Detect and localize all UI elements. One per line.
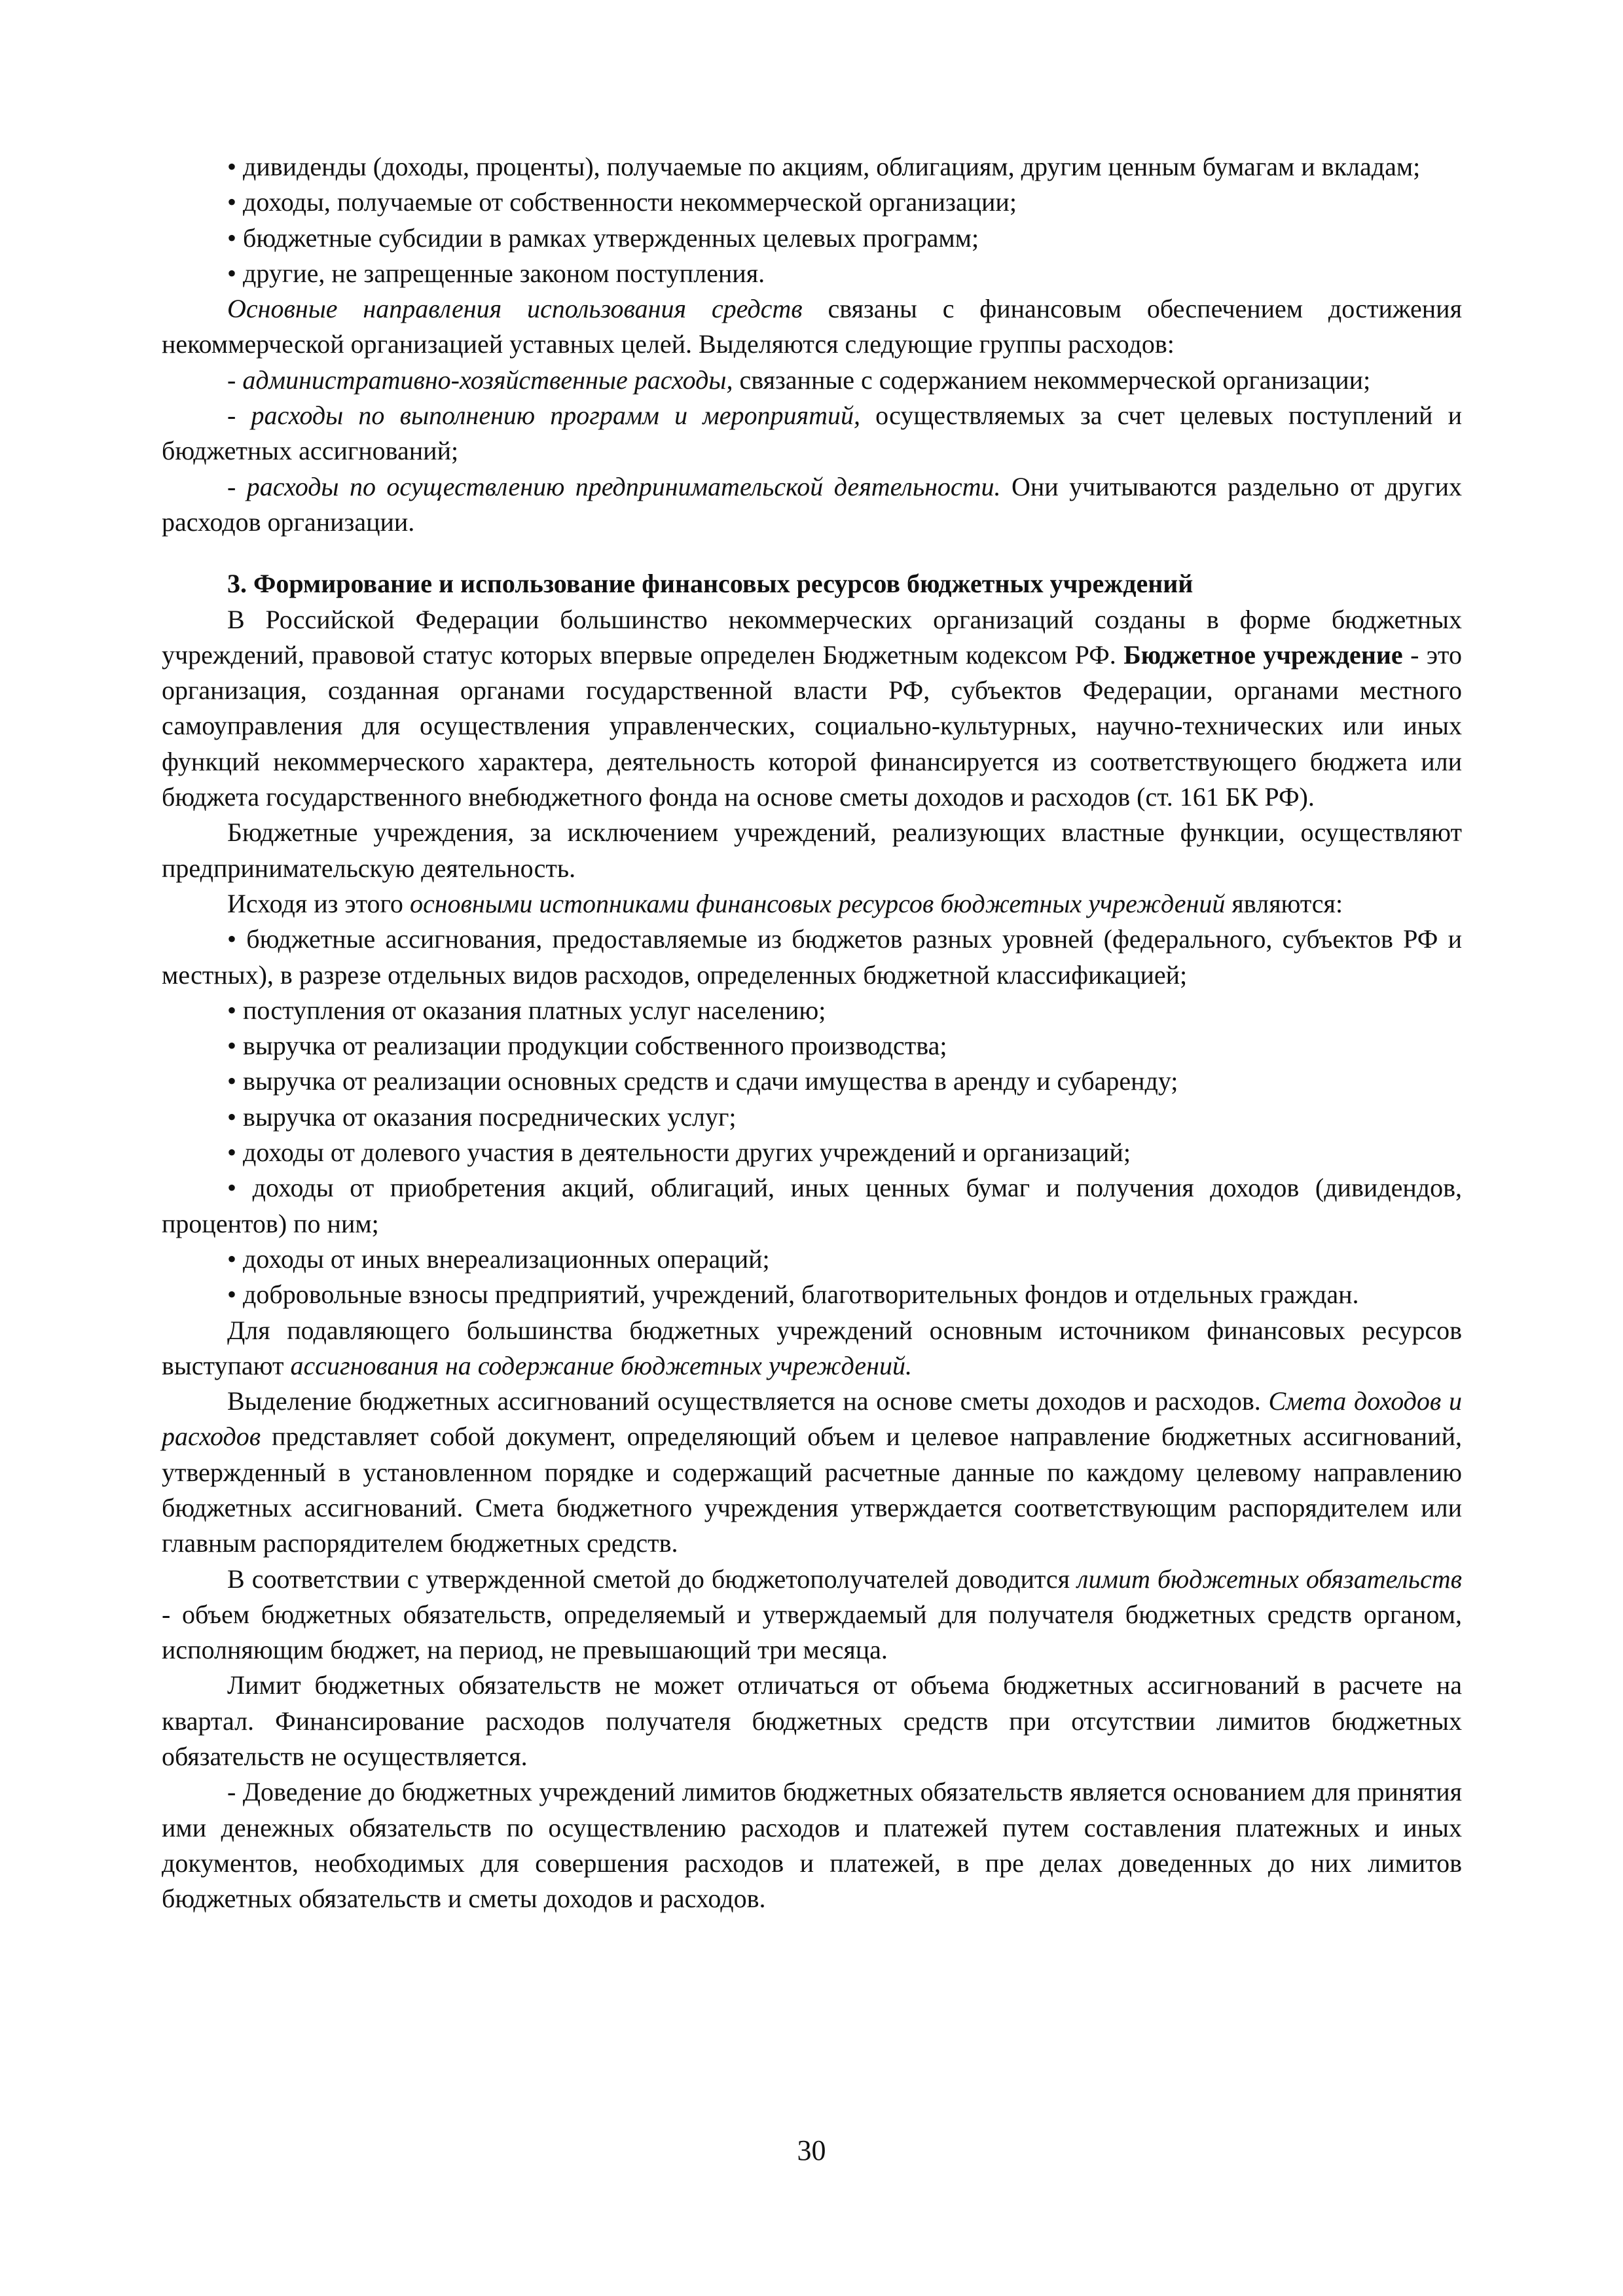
expense-group-text: Они учитываются раздельно от других расходов организации.: [162, 471, 1462, 537]
expense-group: [162, 469, 1462, 541]
expense-group-text: связанные с содержанием некоммерческой организации;: [733, 365, 1371, 395]
sources-intro-term: основными истопниками финансовых ресурсов бюджетных учреждений: [409, 888, 1226, 918]
main-source-term: ассигнования на содержание бюджетных учреждений.: [290, 1350, 912, 1380]
limit-paragraph: [162, 1562, 1462, 1668]
expense-group-text: осуществляемых за счет целевых поступлений и бюджетных ассигнований;: [162, 401, 1462, 466]
main-source-text: Для подавляющего большинства бюджетных учреждений основным источником финансовых ресурсов выступают: [162, 1315, 1462, 1380]
intro-definition: - это организация, созданная органами государственной власти РФ, субъектов Федерации, органами местного самоуправления для осуществления управленческих, социально-культурных, научно-технических или иных функций некоммерческого характера, деятельность которой финансируется из соответствующего бюджета или бюджета государственного внебюджетного фонда на основе сметы доходов и расходов (ст. 161 БК РФ).: [162, 639, 1462, 812]
estimate-term: Смета доходов и расходов: [162, 1386, 1462, 1452]
expense-group: [162, 398, 1462, 469]
intro-text: В Российской Федерации большинство некоммерческих организаций созданы в форме бюджетных учреждений, правовой статус которых впервые определен Бюджетным кодексом РФ.: [162, 604, 1462, 670]
main-source-paragraph: [162, 1313, 1462, 1384]
limit-definition: - объем бюджетных обязательств, определяемый и утверждаемый для получателя бюджетных средств органом, исполняющим бюджет, на период, не превышающий три месяца.: [162, 1599, 1462, 1665]
sources-intro-after: являются:: [1225, 888, 1343, 918]
income-item: • бюджетные субсидии в рамках утвержденных целевых программ;: [227, 223, 979, 253]
source-item: • выручка от реализации продукции собственного производства;: [227, 1031, 947, 1061]
expense-group-term: - административно-хозяйственные расходы,: [227, 365, 733, 395]
directions-term: Основные направления использования средств: [227, 294, 803, 324]
intro-term: Бюджетное учреждение: [1123, 639, 1403, 670]
page-number: 30: [797, 2134, 826, 2166]
estimate-text: Выделение бюджетных ассигнований осуществляется на основе сметы доходов и расходов.: [227, 1386, 1269, 1416]
expense-group-term: - расходы по осуществлению предпринимательской деятельности.: [227, 471, 1001, 501]
limit-quarter-paragraph: Лимит бюджетных обязательств не может отличаться от объема бюджетных ассигнований в расчете на квартал. Финансирование расходов получателя бюджетных средств при отсутствии лимитов бюджетных обязательств не осуществляется.: [162, 1670, 1462, 1772]
limit-text: В соответствии с утвержденной сметой до бюджетополучателей доводится: [227, 1564, 1077, 1594]
directions-text: связаны с финансовым обеспечением достижения некоммерческой организацией уставных целей. Выделяются следующие группы расходов:: [162, 294, 1462, 359]
source-item: • доходы от иных внереализационных операций;: [227, 1244, 770, 1274]
income-item: • доходы, получаемые от собственности некоммерческой организации;: [227, 187, 1017, 217]
source-item: • добровольные взносы предприятий, учреждений, благотворительных фондов и отдельных граждан.: [227, 1280, 1359, 1310]
section-gap: [162, 540, 1462, 566]
limit-basis-paragraph: - Доведение до бюджетных учреждений лимитов бюджетных обязательств является основанием для принятия ими денежных обязательств по осуществлению расходов и платежей путем составления платежных и иных документов, необходимых для совершения расходов и платежей, в пре делах доведенных до них лимитов бюджетных обязательств и сметы доходов и расходов.: [162, 1777, 1462, 1914]
income-item: • дивиденды (доходы, проценты), получаемые по акциям, облигациям, другим ценным бумагам и вкладам;: [227, 152, 1421, 181]
limit-term: лимит бюджетных обязательств: [1077, 1564, 1462, 1594]
income-item: • другие, не запрещенные законом поступления.: [227, 258, 765, 288]
sources-intro: [162, 886, 1462, 922]
source-item: • доходы от приобретения акций, облигаций, иных ценных бумаг и получения доходов (дивидендов, процентов) по ним;: [162, 1173, 1462, 1238]
estimate-definition: представляет собой документ, определяющий объем и целевое направление бюджетных ассигнований, утвержденный в установленном порядке и содержащий расчетные данные по каждому целевому направлению бюджетных ассигнований. Смета бюджетного учреждения утверждается соответствующим распорядителем или главным распорядителем бюджетных средств.: [162, 1422, 1462, 1558]
source-item: • доходы от долевого участия в деятельности других учреждений и организаций;: [227, 1138, 1131, 1168]
source-item: • выручка от реализации основных средств и сдачи имущества в аренду и субаренду;: [227, 1066, 1178, 1096]
sources-intro-before: Исходя из этого: [227, 888, 410, 918]
section-title: 3. Формирование и использование финансовых ресурсов бюджетных учреждений: [227, 569, 1194, 599]
document-page: [162, 149, 1462, 1917]
expense-group: [162, 363, 1462, 398]
directions-paragraph: [162, 291, 1462, 363]
source-item: • поступления от оказания платных услуг населению;: [227, 995, 826, 1025]
source-item: • выручка от оказания посреднических услуг;: [227, 1102, 737, 1132]
intro-paragraph: [162, 602, 1462, 816]
expense-group-term: - расходы по выполнению программ и мероприятий,: [227, 401, 861, 431]
entrepreneurship-paragraph: Бюджетные учреждения, за исключением учреждений, реализующих властные функции, осуществляют предпринимательскую деятельность.: [162, 817, 1462, 883]
estimate-paragraph: [162, 1384, 1462, 1561]
source-item: • бюджетные ассигнования, предоставляемые из бюджетов разных уровней (федерального, субъектов РФ и местных), в разрезе отдельных видов расходов, определенных бюджетной классификацией;: [162, 924, 1462, 990]
